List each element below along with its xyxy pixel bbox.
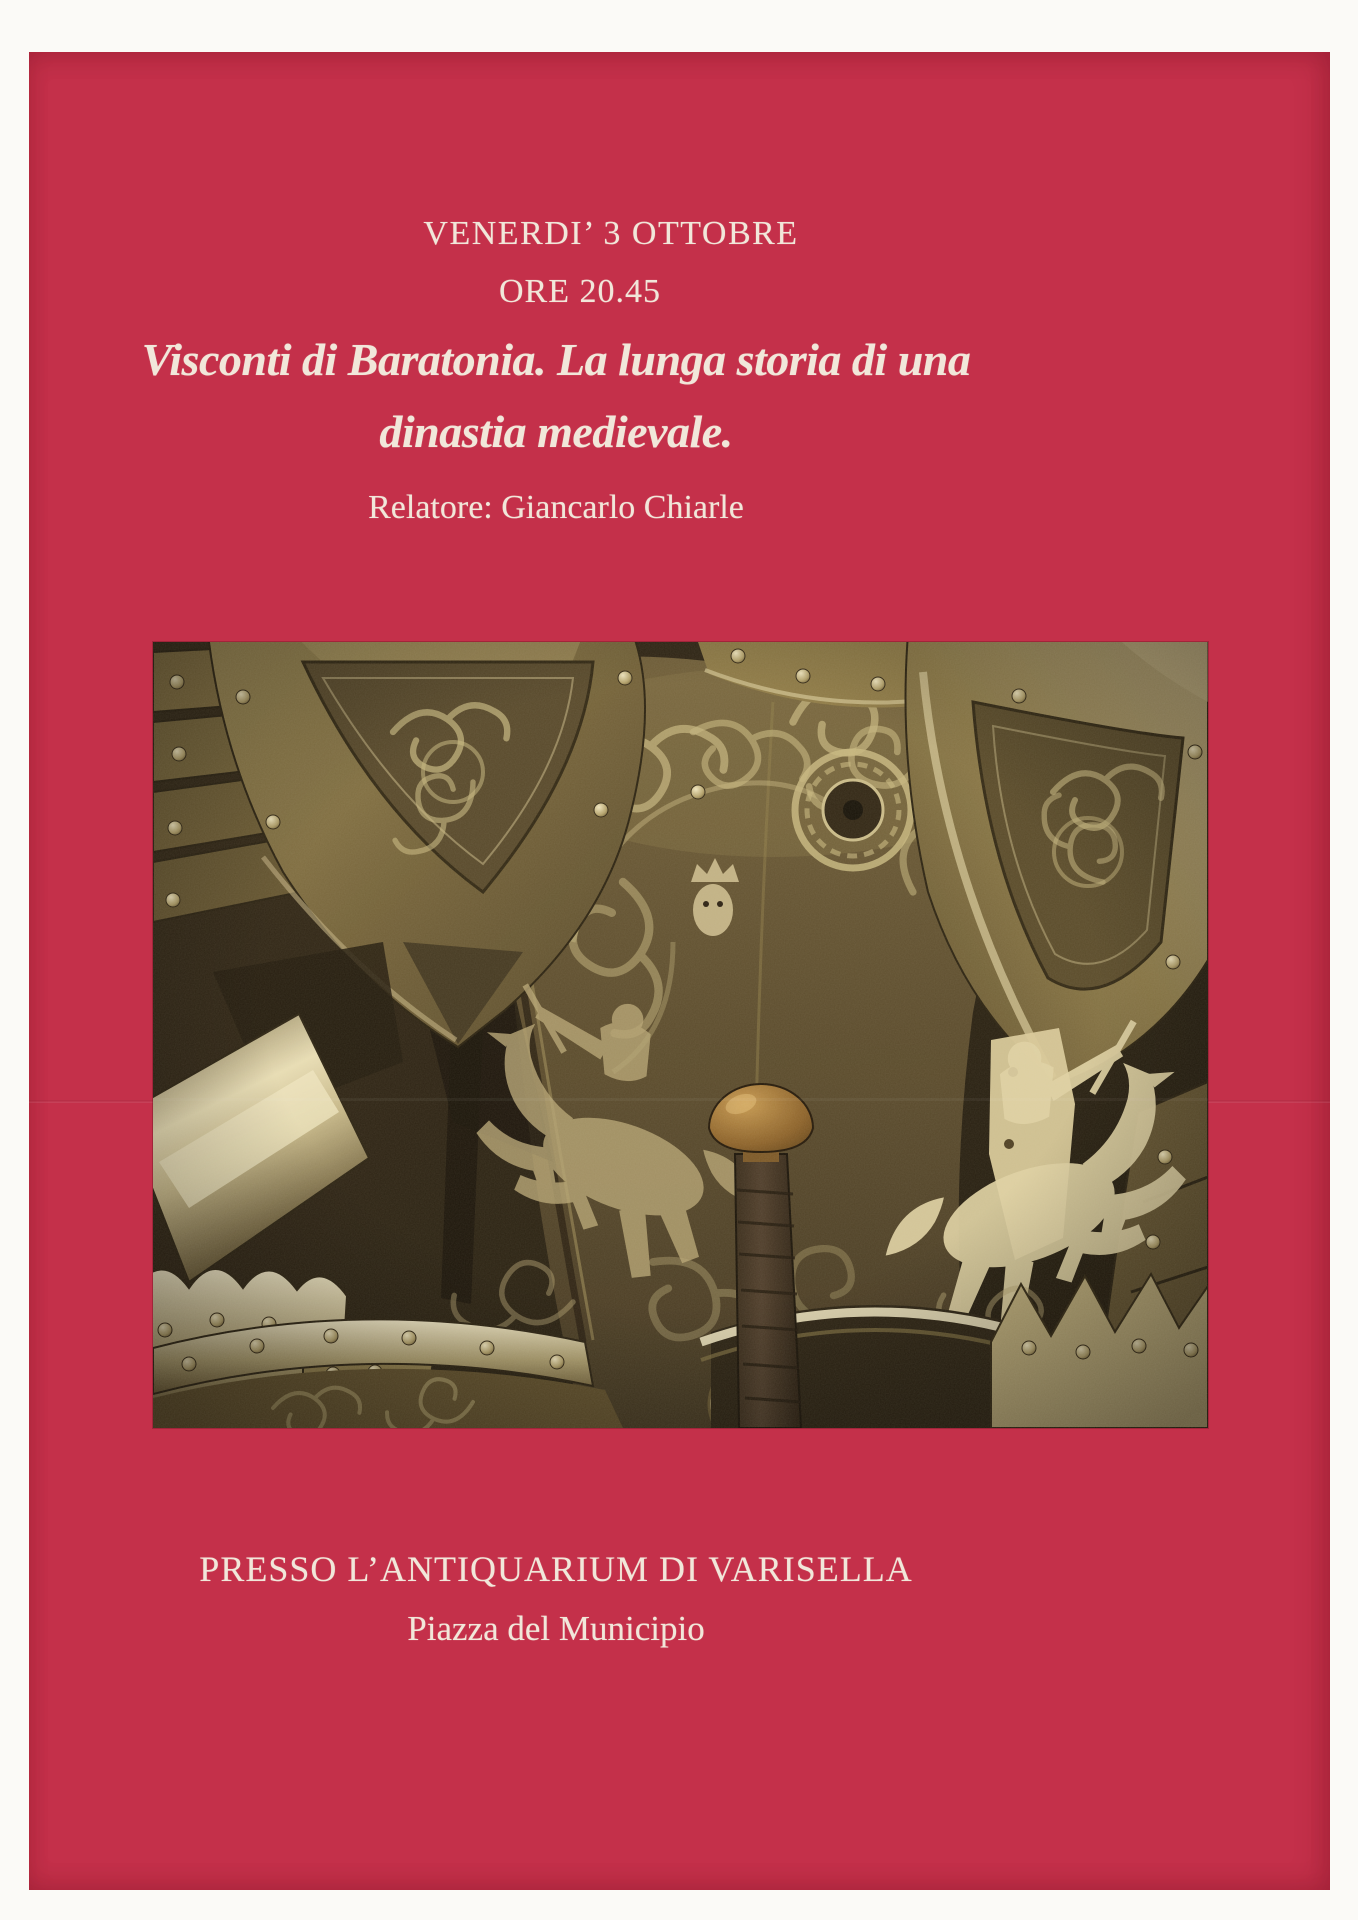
armor-photo (153, 642, 1208, 1428)
armor-photo-illustration (153, 642, 1208, 1428)
event-time: ORE 20.45 (499, 273, 661, 310)
event-poster (29, 52, 1330, 1890)
event-title (29, 324, 1083, 468)
event-title-line-2: dinastia medievale. (379, 406, 733, 457)
event-date: VENERDI’ 3 OTTOBRE (423, 215, 799, 252)
event-address: Piazza del Municipio (407, 1609, 705, 1648)
event-venue: PRESSO L’ANTIQUARIUM DI VARISELLA (199, 1549, 913, 1589)
event-title-line-1: Visconti di Baratonia. La lunga storia di una (141, 334, 971, 385)
event-speaker: Relatore: Giancarlo Chiarle (368, 489, 744, 526)
